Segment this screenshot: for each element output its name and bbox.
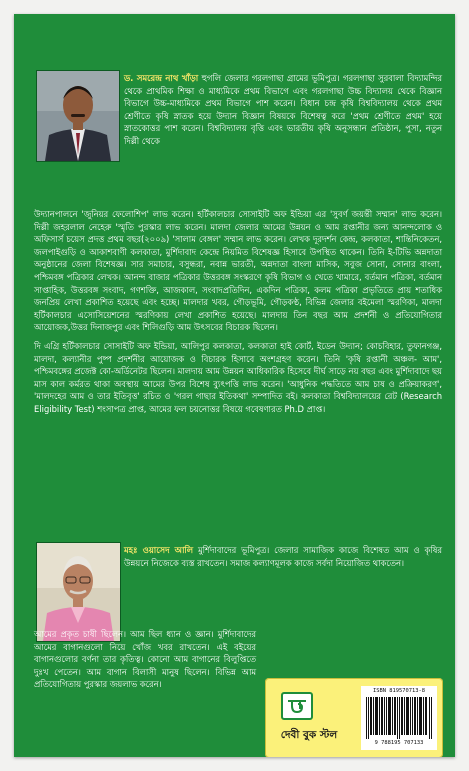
barcode-digits: 9 788195 707133: [374, 740, 424, 746]
author2-name: মহঃ ওয়াসেদ আলি: [124, 545, 194, 555]
isbn-text: ISBN 819570713-8: [373, 688, 425, 694]
publisher-name: দেবী বুক স্টল: [280, 729, 338, 741]
author2-intro-text: মুর্শিদাবাদের ভূমিপুত্র। জেলার সামাজিক কাজে বিশেষত আম ও কৃষির উন্নয়নে নিজেকে ব্যস্ত রাখতেন। সমাজ কল্যাণমূলক কাজে সর্বদা নিয়োজিত থাকতেন।: [124, 545, 443, 568]
author2-bio-body: আমের প্রকৃত চাষী ছিলেন। আম ছিল ধ্যান ও জ্ঞান। মুর্শিদাবাদের আমের বাগানগুলো নিয়ে খোঁজ খবর রাখতেন। এই বইয়ের বাগানগুলোর বর্ণনা তার কৃতিত্ব। কোনো আম বাগানের বিলুপ্তিতে দুঃখ পেতেন। আম বাগান বিলাসী মানুষ ছিলেন। বিভিন্ন আম প্রতিযোগিতায় পুরস্কার জয়লাভ করেন।: [34, 629, 256, 690]
author2-photo: [36, 542, 121, 642]
barcode-icon: [365, 697, 433, 739]
author2-portrait-icon: [37, 543, 120, 641]
author1-photo: [36, 70, 120, 162]
author1-bio-intro: [124, 72, 442, 148]
author1-name: ড. সমরেন্দ্র নাথ খাঁড়া: [124, 73, 199, 83]
publisher-logo: [281, 692, 313, 720]
author1-para2: দি এগ্রি হর্টিকালচার সোসাইটি অফ ইন্ডিয়া, আলিপুর কলকাতা, কলকাতা হাই কোর্ট, ইডেন উদ্যান; কোচবিহার, তুফানগঞ্জ, মালদা, কল্যানীর পুষ্প প্রদর্শনীর আয়োজক ও বিচারক হিসাবে অংশগ্রহণ করেন। তিনি 'কৃষি রপ্তানী অঞ্চল- আম', পশ্চিমবঙ্গের প্রজেক্ট কো-অর্ডিনেটর ছিলেন। মালদায় আম উন্নয়ন আধিকারিক হিসেবে দীর্ঘ সাড়ে নয় বছর এবং মুর্শিদাবাদে ছয় মাস কাল কর্মরত থাকা অবস্থায় আমের উপর বিশেষ ব্যুৎপত্তি লাভ করেন। 'আধুনিক পদ্ধতিতে আম চাষ ও প্রক্রিয়াকরণ', 'মালদহের আম ও তার ইতিবৃত্ত' রচিত ও 'গরল গাছার ইতিকথা' সম্পাদিত বই। কলকাতা বিশ্ববিদ্যালয়ের রেট (Research Eligibility Test) শংসাপত্র প্রাপ্ত, আমের ফল চয়নোত্তর বিষয়ে গবেষণারত Ph.D প্রাপ্ত।: [34, 340, 442, 414]
author1-portrait-icon: [37, 71, 119, 161]
author1-bio-body: [34, 208, 442, 416]
deb-monogram-icon: [286, 697, 308, 715]
author2-bio-intro: [124, 544, 442, 569]
author1-intro-text: হুগলি জেলার গরলগাছা গ্রামের ভূমিপুত্র। গরলগাছা সুরবালা বিদ্যামন্দির থেকে প্রাথমিক শিক্ষা ও মাধ্যমিকে প্রথম বিভাগে এবং গরলগাছা উচ্চ বিদ্যালয় থেকে বিজ্ঞান বিভাগে উচ্চ-মাধ্যমিকে প্রথম বিভাগে পাশ করেন। বিধান চন্দ্র কৃষি বিশ্ববিদ্যালয় থেকে প্রথম শ্রেণীতে কৃষি স্নাতক হয়ে উদ্যান বিজ্ঞান বিষয়কে বিশেষত্ব করে 'প্রথম শ্রেণীতে প্রথম' হয়ে স্নাতকোত্তর পাশ করেন। বিশ্ববিদ্যালয় বৃত্তি এবং ভারতীয় কৃষি অনুসন্ধান প্রতিষ্ঠান, পুসা, নতুন দিল্লী থেকে: [124, 73, 442, 146]
author1-para1: উদ্যানপালনে 'জুনিয়র ফেলোশিপ' লাভ করেন। হর্টিকালচার সোসাইটি অফ ইন্ডিয়া এর 'সুবর্ণ জয়ন্তী সম্মান' লাভ করেন। দিল্লী জহরলাল নেহেরু 'স্মৃতি পুরস্কার লাভ করেন। মালদা জেলার আমের উন্নয়ন ও আম রপ্তানীর জন্য আনন্দলোক ও অফিসার্স চয়েস প্রদত্ত প্রথম বছর(২০০৯) 'সালাম বেঙ্গল' সম্মান লাভ করেন। লেখক দূরদর্শন কেন্দ্র, কলকাতা, শান্তিনিকেতন, জলপাইগুড়ি ও আকাশবাণী কলকাতা, মুর্শিদাবাদ কেন্দ্রে নিয়মিত বিশেষজ্ঞ হিসাবে উপস্থিত থাকেন। তিনি ই-টিভি অন্নদাতা অনুষ্ঠানের জেলা বিশেষজ্ঞ। সার সমাচার, বসুন্ধরা, নবান্ন ভারতী, অন্নদাতা বাংলা মাসিক, সবুজ সোনা, সোনার বাংলা, পশ্চিমবঙ্গ পত্রিকার লেখক। আনন্দ বাজার পত্রিকার উত্তরবঙ্গ সংস্করণে কৃষি বিভাগ ও খেতে খামারে, বর্তমান পত্রিকা, বর্তমান সাপ্তাহিক, উত্তরবঙ্গ সংবাদ, গণশক্তি, আজকাল, সংবাদপ্রতিদিন, একদিন পত্রিকা, কলম পত্রিকা প্রভৃতিতে প্রায় শতাধিক জনপ্রিয় লেখা প্রকাশিত হয়েছে এবং হচ্ছে। মালদার খবর, গৌড়ভূমি, গৌড়কণ্ঠ, বিভিন্ন জেলার বইমেলা স্মরণিকা, মালদা হর্টিকালচার এসোসিয়েশনের স্মরণিকায় লেখা প্রকাশিত হয়েছে। মালদায় তিন বছর আম প্রদর্শনী ও প্রতিযোগিতার আয়োজক,উত্তর দিনাজপুর এবং শিলিগুড়ি আম উৎসবের বিচারক ছিলেন।: [34, 209, 442, 333]
publisher-panel: [265, 678, 443, 757]
back-cover: [14, 14, 455, 757]
barcode-panel: [361, 686, 437, 750]
